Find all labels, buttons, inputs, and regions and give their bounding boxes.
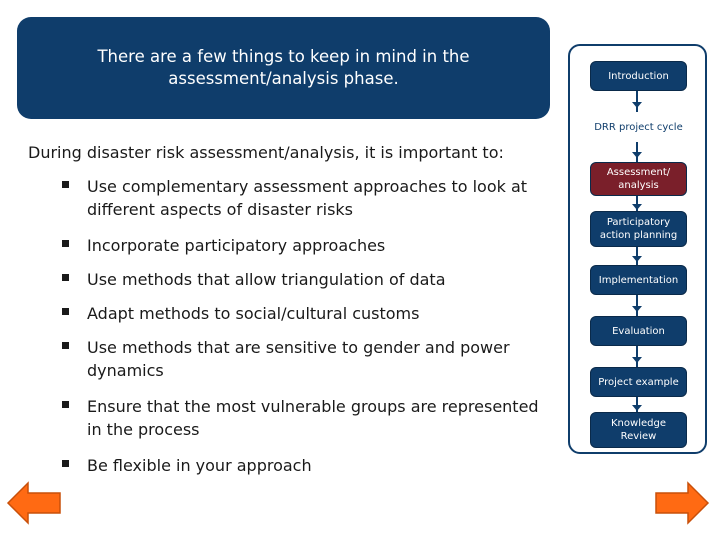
- bullet-text: Use methods that are sensitive to gender and power dynamics: [87, 338, 510, 380]
- bullet-square-icon: [62, 401, 69, 408]
- nav-introduction-button[interactable]: Introduction: [590, 61, 687, 91]
- list-item: [62, 268, 542, 291]
- nav-implementation-button[interactable]: Implementation: [590, 265, 687, 295]
- list-item: [62, 336, 542, 382]
- flow-arrow-icon: [632, 405, 642, 411]
- bullet-square-icon: [62, 460, 69, 467]
- list-item: [62, 234, 542, 257]
- list-item: [62, 302, 542, 325]
- bullet-text: Use methods that allow triangulation of data: [87, 270, 446, 289]
- bullet-square-icon: [62, 181, 69, 188]
- list-item: [62, 454, 542, 477]
- bullet-text: Use complementary assessment approaches to look at different aspects of disaster risks: [87, 177, 528, 219]
- bullet-text: Adapt methods to social/cultural customs: [87, 304, 420, 323]
- flow-arrow-icon: [632, 357, 642, 363]
- bullet-square-icon: [62, 240, 69, 247]
- list-item: [62, 175, 542, 221]
- arrow-left-icon[interactable]: [6, 481, 62, 525]
- bullet-text: Ensure that the most vulnerable groups are represented in the process: [87, 397, 539, 439]
- title-banner: [17, 17, 550, 119]
- list-item: [62, 395, 542, 441]
- nav-knowledge-review-button[interactable]: Knowledge Review: [590, 412, 687, 448]
- nav-assessment-analysis-button[interactable]: Assessment/ analysis: [590, 162, 687, 196]
- bullet-square-icon: [62, 342, 69, 349]
- flow-arrow-icon: [632, 102, 642, 108]
- bullet-square-icon: [62, 274, 69, 281]
- flow-arrow-icon: [632, 306, 642, 312]
- nav-project-example-button[interactable]: Project example: [590, 367, 687, 397]
- arrow-right-icon[interactable]: [654, 481, 710, 525]
- bullet-list: [62, 175, 542, 488]
- flow-arrow-icon: [632, 256, 642, 262]
- bullet-square-icon: [62, 308, 69, 315]
- nav-drr-project-cycle-button[interactable]: DRR project cycle: [590, 112, 687, 142]
- nav-participatory-action-planning-button[interactable]: Participatory action planning: [590, 211, 687, 247]
- flow-arrow-icon: [632, 152, 642, 158]
- intro-text: During disaster risk assessment/analysis, it is important to:: [28, 143, 504, 162]
- bullet-text: Incorporate participatory approaches: [87, 236, 386, 255]
- flow-arrow-icon: [632, 204, 642, 210]
- slide-title: There are a few things to keep in mind in the assessment/analysis phase.: [97, 47, 470, 88]
- bullet-text: Be flexible in your approach: [87, 456, 312, 475]
- nav-evaluation-button[interactable]: Evaluation: [590, 316, 687, 346]
